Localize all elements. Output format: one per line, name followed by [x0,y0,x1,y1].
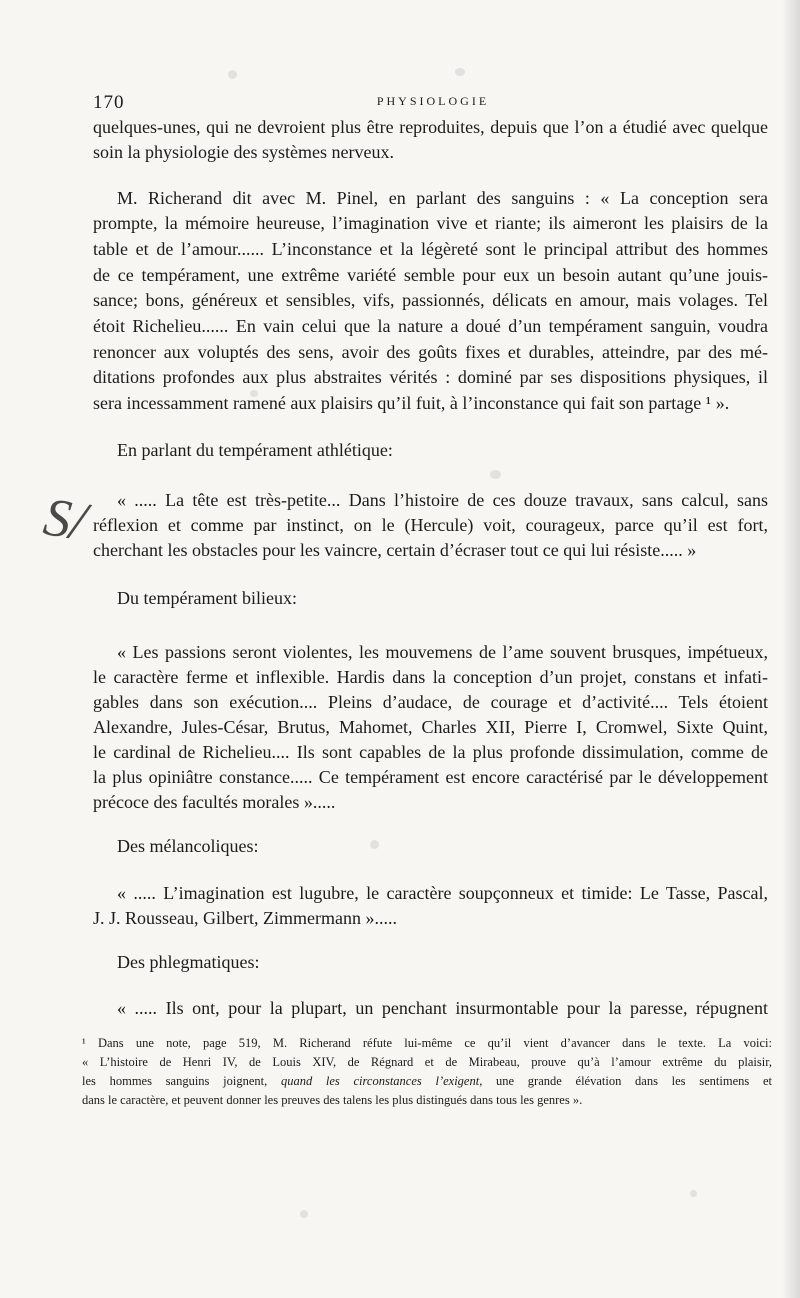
footnote-line: « L’histoire de Henri IV, de Louis XIV, de Régnard et de Mirabeau, prouve qu’à l’amour extrême du plaisir, [82,1055,772,1069]
footnote-italic-text: quand les circonstances l’exigent [280,1074,480,1088]
body-line: de ce tempérament, une extrême variété semble pour eux un besoin autant qu’une jouis- [93,265,768,285]
paper-speck [228,70,237,79]
body-line: précoce des facultés morales »..... [93,792,336,812]
margin-annotation: S/ [40,486,90,552]
body-line: sera incessamment ramené aux plaisirs qu’il fuit, à l’inconstance qui fait son partage ¹ ». [93,393,730,413]
paper-speck [455,68,465,76]
body-line: le cardinal de Richelieu.... Ils sont capables de la plus profonde dissimulation, comme de [93,742,768,762]
page-header [93,92,773,116]
body-line: Alexandre, Jules-César, Brutus, Mahomet, Charles XII, Pierre I, Cromwel, Sixte Quint, [93,717,768,737]
body-line: étoit Richelieu...... En vain celui que la nature a doué d’un tempérament sanguin, voudra [93,316,768,336]
body-line: « ..... La tête est très-petite... Dans l’histoire de ces douze travaux, sans calcul, sans [117,490,768,510]
body-line: M. Richerand dit avec M. Pinel, en parlant des sanguins : « La conception sera [117,188,768,208]
body-line: cherchant les obstacles pour les vaincre, certain d’écraser tout ce qui lui résiste..... » [93,540,697,560]
body-line: J. J. Rousseau, Gilbert, Zimmermann »..... [93,908,397,928]
footnote-line: dans le caractère, et peuvent donner les preuves des talens les plus distingués dans tous les genres ». [82,1093,583,1107]
body-line: le caractère ferme et inflexible. Hardis dans la conception d’un projet, constans et infati- [93,667,768,687]
paper-speck [690,1190,697,1197]
body-line: quelques-unes, qui ne devroient plus être reproduites, depuis que l’on a étudié avec quelque [93,117,768,137]
footnote-line [82,1072,772,1090]
body-line: renoncer aux voluptés des sens, avoir des goûts fixes et durables, atteindre, par des mé- [93,342,768,362]
footnote-line: ¹ Dans une note, page 519, M. Richerand réfute lui-même ce qu’il vient d’avancer dans le texte. La voici: [82,1036,772,1050]
page-edge-shadow [782,0,800,1298]
section-intro: Des mélancoliques: [117,836,259,856]
body-line: prompte, la mémoire heureuse, l’imagination vive et riante; ils aimeront les plaisirs de la [93,213,768,233]
section-intro: Du tempérament bilieux: [117,588,297,608]
footnote-text: les hommes sanguins joignent, [82,1074,281,1088]
body-line: la plus opiniâtre constance..... Ce tempérament est encore caractérisé par le développement [93,767,768,787]
paper-speck [490,470,501,479]
paper-speck [300,1210,308,1218]
footnote-text: , une grande élévation dans les sentimens et [479,1074,772,1088]
page-number: 170 [93,92,125,113]
body-line: sance; bons, généreux et sensibles, vifs, passionnés, délicats en amour, mais volages. Tel [93,290,768,310]
body-line: gables dans son exécution.... Pleins d’audace, de courage et d’activité.... Tels étoient [93,692,768,712]
section-intro: En parlant du tempérament athlétique: [117,440,393,460]
body-line: réflexion et comme par instinct, on le (Hercule) voit, courageux, parce qu’il est fort, [93,515,768,535]
body-line: soin la physiologie des systèmes nerveux. [93,142,394,162]
body-line: « ..... Ils ont, pour la plupart, un penchant insurmontable pour la paresse, répugnent [117,998,768,1018]
running-title: PHYSIOLOGIE [376,94,490,108]
body-line: table et de l’amour...... L’inconstance et la légèreté sont le principal attribut des hommes [93,239,768,259]
body-line: « ..... L’imagination est lugubre, le caractère soupçonneux et timide: Le Tasse, Pascal, [117,883,768,903]
body-line: « Les passions seront violentes, les mouvemens de l’ame souvent brusques, impétueux, [117,642,768,662]
section-intro: Des phlegmatiques: [117,952,260,972]
body-line: ditations profondes aux plus abstraites vérités : dominé par ses dispositions physiques, il [93,367,768,387]
